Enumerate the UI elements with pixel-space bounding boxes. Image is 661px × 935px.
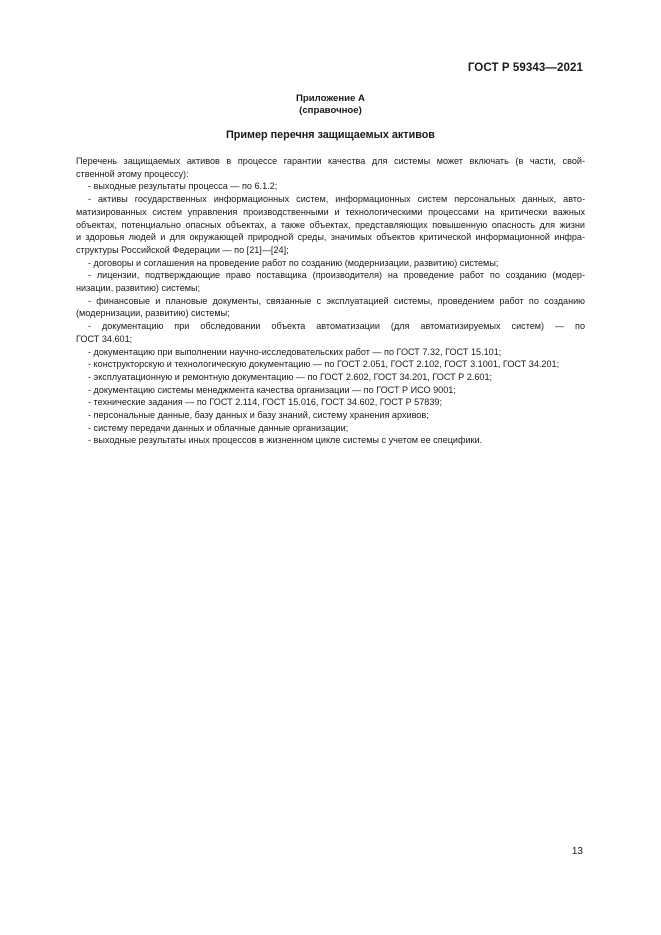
text-line: Перечень защищаемых активов в процессе гарантии качества для системы может включать (в части, свой- [76, 156, 585, 166]
page-number: 13 [571, 846, 583, 857]
list-item: - договоры и соглашения на проведение работ по созданию (модернизации, развитию) системы; [88, 257, 499, 268]
text-line: и здоровья людей и для окружающей природной среды, значимых объектов критической информационной инфра- [76, 232, 585, 243]
section-title: Пример перечня защищаемых активов [226, 129, 435, 141]
appendix-heading [0, 93, 661, 117]
text-line: (модернизации, развитию) системы; [76, 308, 230, 319]
list-item: - конструкторскую и технологическую документацию — по ГОСТ 2.051, ГОСТ 2.102, ГОСТ 3.1001, ГОСТ 34.201; [88, 359, 560, 370]
list-item: - документацию системы менеджмента качества организации — по ГОСТ Р ИСО 9001; [88, 384, 456, 395]
list-item: - технические задания — по ГОСТ 2.114, ГОСТ 15.016, ГОСТ 34.602, ГОСТ Р 57839; [88, 397, 442, 408]
appendix-title: Приложение А [296, 93, 365, 104]
text-line: низации, развитию) системы; [76, 283, 201, 294]
list-item: - документацию при выполнении научно-исследовательских работ — по ГОСТ 7.32, ГОСТ 15.101; [88, 346, 502, 357]
text-line: ГОСТ 34.601; [76, 333, 133, 344]
list-item: - лицензии, подтверждающие право поставщика (производителя) на проведение работ по созданию (модер- [88, 270, 585, 281]
list-item: - персональные данные, базу данных и базу знаний, систему хранения архивов; [88, 410, 429, 421]
list-item: - документацию при обследовании объекта автоматизации (для автоматизируемых систем) — по [88, 321, 585, 332]
list-item: - выходные результаты иных процессов в жизненном цикле системы с учетом ее специфики. [88, 435, 483, 446]
text-line: структуры Российской Федерации — по [21]—[24]; [76, 244, 289, 255]
text-line: ственной этому процессу): [76, 168, 189, 179]
list-item: - эксплуатационную и ремонтную документацию — по ГОСТ 2.602, ГОСТ 34.201, ГОСТ Р 2.601; [88, 371, 493, 382]
text-line: матизированных систем управления производственными и технологическими процессами на критически важных [76, 206, 585, 217]
list-item: - систему передачи данных и облачные данные организации; [88, 422, 349, 433]
appendix-subtitle: (справочное) [299, 105, 362, 116]
list-item: - выходные результаты процесса — по 6.1.2; [88, 181, 278, 192]
list-item: - активы государственных информационных систем, информационных систем персональных данных, авто- [88, 194, 585, 205]
list-item: - финансовые и плановые документы, связанные с эксплуатацией системы, проведением работ по созданию [88, 295, 585, 306]
body-text [76, 155, 585, 447]
text-line: объектах, потенциально опасных объектах, а также объектах, представляющих повышенную опасность для жизни [76, 219, 585, 230]
page-header-standard-id: ГОСТ Р 59343—2021 [467, 62, 583, 74]
